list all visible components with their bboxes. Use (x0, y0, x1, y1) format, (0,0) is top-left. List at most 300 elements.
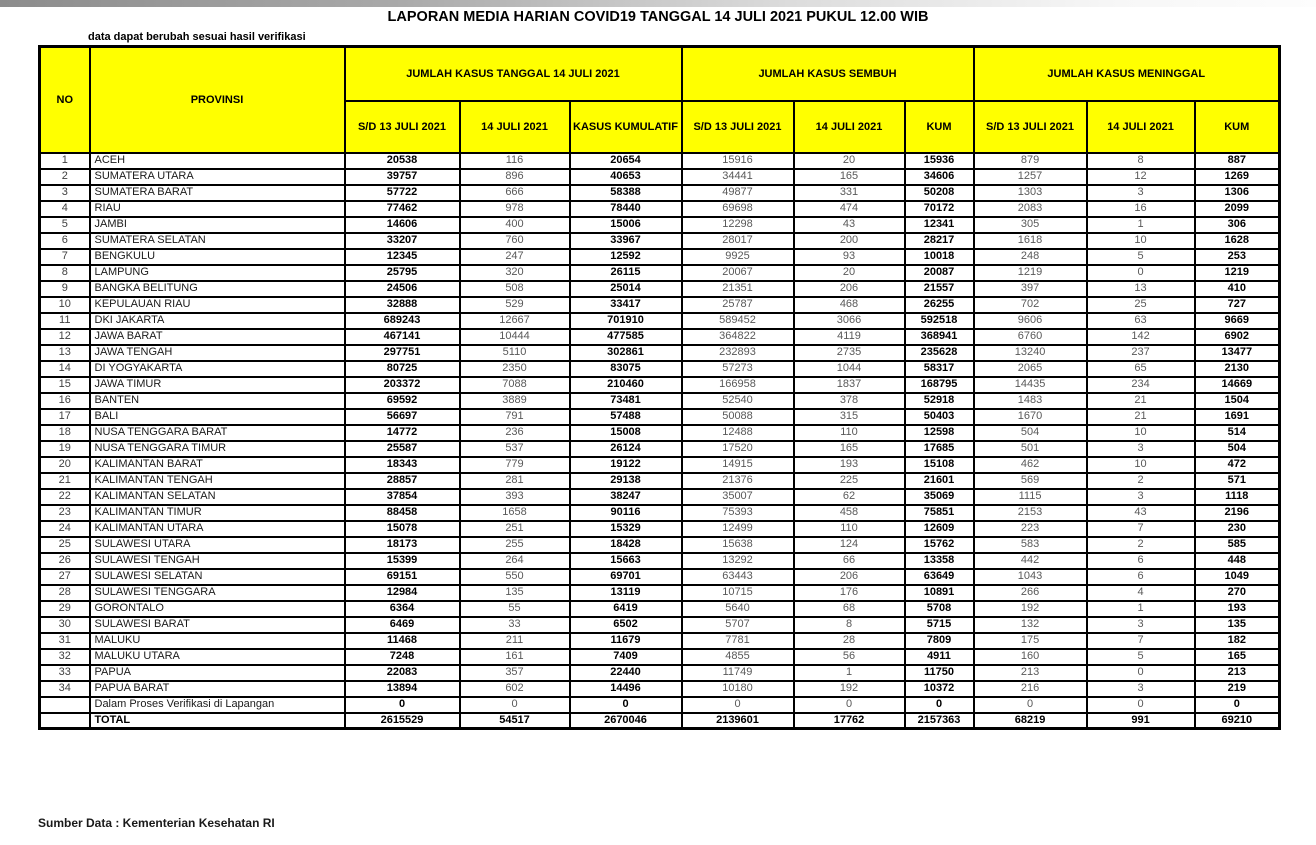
value-cell: 203372 (345, 377, 460, 393)
value-cell: 4911 (905, 649, 974, 665)
value-cell: 110 (794, 521, 905, 537)
row-number: 12 (40, 329, 90, 345)
table-row (40, 217, 1280, 233)
value-cell: 58388 (570, 185, 682, 201)
table-row (40, 601, 1280, 617)
value-cell: 234 (1087, 377, 1195, 393)
value-cell: 69701 (570, 569, 682, 585)
value-cell: 5708 (905, 601, 974, 617)
value-cell: 1691 (1195, 409, 1280, 425)
value-cell: 18428 (570, 537, 682, 553)
table-row (40, 489, 1280, 505)
value-cell: 442 (974, 553, 1087, 569)
value-cell: 410 (1195, 281, 1280, 297)
value-cell: 2196 (1195, 505, 1280, 521)
value-cell: 25795 (345, 265, 460, 281)
value-cell: 468 (794, 297, 905, 313)
row-number: 20 (40, 457, 90, 473)
subheader-kasus-sd13: S/D 13 JULI 2021 (345, 101, 460, 153)
value-cell: 368941 (905, 329, 974, 345)
province-name: KALIMANTAN BARAT (90, 457, 345, 473)
value-cell: 2130 (1195, 361, 1280, 377)
value-cell: 1628 (1195, 233, 1280, 249)
value-cell: 571 (1195, 473, 1280, 489)
value-cell: 1219 (974, 265, 1087, 281)
value-cell: 357 (460, 665, 570, 681)
value-cell: 33 (460, 617, 570, 633)
value-cell: 63649 (905, 569, 974, 585)
value-cell: 3 (1087, 489, 1195, 505)
value-cell: 2350 (460, 361, 570, 377)
value-cell: 43 (794, 217, 905, 233)
value-cell: 66 (794, 553, 905, 569)
value-cell: 569 (974, 473, 1087, 489)
value-cell: 448 (1195, 553, 1280, 569)
header-provinsi: PROVINSI (90, 47, 345, 153)
table-row (40, 201, 1280, 217)
value-cell: 2065 (974, 361, 1087, 377)
value-cell: 13358 (905, 553, 974, 569)
value-cell: 13 (1087, 281, 1195, 297)
value-cell: 2735 (794, 345, 905, 361)
value-cell: 458 (794, 505, 905, 521)
value-cell: 19122 (570, 457, 682, 473)
value-cell: 779 (460, 457, 570, 473)
value-cell: 193 (794, 457, 905, 473)
value-cell: 12298 (682, 217, 794, 233)
value-cell: 12499 (682, 521, 794, 537)
value-cell: 879 (974, 153, 1087, 169)
table-row (40, 185, 1280, 201)
value-cell: 69698 (682, 201, 794, 217)
value-cell: 193 (1195, 601, 1280, 617)
value-cell: 3 (1087, 617, 1195, 633)
row-number: 17 (40, 409, 90, 425)
subheader-sembuh-sd13: S/D 13 JULI 2021 (682, 101, 794, 153)
value-cell: 10372 (905, 681, 974, 697)
value-cell: 232893 (682, 345, 794, 361)
value-cell: 0 (1087, 665, 1195, 681)
value-cell: 2099 (1195, 201, 1280, 217)
value-cell: 302861 (570, 345, 682, 361)
value-cell: 6419 (570, 601, 682, 617)
value-cell: 1306 (1195, 185, 1280, 201)
value-cell: 14669 (1195, 377, 1280, 393)
province-name: Dalam Proses Verifikasi di Lapangan (90, 697, 345, 713)
value-cell: 10 (1087, 425, 1195, 441)
value-cell: 0 (345, 697, 460, 713)
value-cell: 760 (460, 233, 570, 249)
value-cell: 537 (460, 441, 570, 457)
value-cell: 467141 (345, 329, 460, 345)
value-cell: 25587 (345, 441, 460, 457)
value-cell: 35007 (682, 489, 794, 505)
value-cell: 15762 (905, 537, 974, 553)
table-row (40, 649, 1280, 665)
total-value-cell: 2157363 (905, 713, 974, 729)
value-cell: 20 (794, 265, 905, 281)
province-name: LAMPUNG (90, 265, 345, 281)
value-cell: 56 (794, 649, 905, 665)
value-cell: 331 (794, 185, 905, 201)
value-cell: 21 (1087, 393, 1195, 409)
value-cell: 472 (1195, 457, 1280, 473)
value-cell: 0 (794, 697, 905, 713)
value-cell: 7 (1087, 521, 1195, 537)
value-cell: 5715 (905, 617, 974, 633)
value-cell: 90116 (570, 505, 682, 521)
value-cell: 69592 (345, 393, 460, 409)
value-cell: 165 (794, 441, 905, 457)
province-name: BANGKA BELITUNG (90, 281, 345, 297)
table-row (40, 297, 1280, 313)
value-cell: 1257 (974, 169, 1087, 185)
value-cell: 78440 (570, 201, 682, 217)
province-name: SULAWESI UTARA (90, 537, 345, 553)
value-cell: 9925 (682, 249, 794, 265)
row-number: 30 (40, 617, 90, 633)
value-cell: 49877 (682, 185, 794, 201)
value-cell: 11749 (682, 665, 794, 681)
value-cell: 34606 (905, 169, 974, 185)
value-cell: 550 (460, 569, 570, 585)
row-number: 34 (40, 681, 90, 697)
province-name: SULAWESI SELATAN (90, 569, 345, 585)
total-row-number (40, 713, 90, 729)
value-cell: 701910 (570, 313, 682, 329)
value-cell: 225 (794, 473, 905, 489)
value-cell: 135 (1195, 617, 1280, 633)
value-cell: 26124 (570, 441, 682, 457)
value-cell: 15399 (345, 553, 460, 569)
value-cell: 15008 (570, 425, 682, 441)
province-name: KALIMANTAN TIMUR (90, 505, 345, 521)
table-row (40, 505, 1280, 521)
value-cell: 116 (460, 153, 570, 169)
subheader-kasus-14juli: 14 JULI 2021 (460, 101, 570, 153)
value-cell: 69151 (345, 569, 460, 585)
value-cell: 73481 (570, 393, 682, 409)
value-cell: 978 (460, 201, 570, 217)
value-cell: 3 (1087, 185, 1195, 201)
value-cell: 21 (1087, 409, 1195, 425)
table-row (40, 633, 1280, 649)
value-cell: 7248 (345, 649, 460, 665)
row-number: 24 (40, 521, 90, 537)
value-cell: 727 (1195, 297, 1280, 313)
value-cell: 462 (974, 457, 1087, 473)
province-name: BANTEN (90, 393, 345, 409)
value-cell: 160 (974, 649, 1087, 665)
value-cell: 4119 (794, 329, 905, 345)
value-cell: 22083 (345, 665, 460, 681)
table-row (40, 697, 1280, 713)
value-cell: 791 (460, 409, 570, 425)
value-cell: 32888 (345, 297, 460, 313)
value-cell: 11468 (345, 633, 460, 649)
value-cell: 5110 (460, 345, 570, 361)
value-cell: 14496 (570, 681, 682, 697)
value-cell: 63 (1087, 313, 1195, 329)
value-cell: 26255 (905, 297, 974, 313)
subheader-kasus-kumulatif: KASUS KUMULATIF (570, 101, 682, 153)
value-cell: 5 (1087, 649, 1195, 665)
value-cell: 33207 (345, 233, 460, 249)
value-cell: 18173 (345, 537, 460, 553)
table-row (40, 265, 1280, 281)
value-cell: 592518 (905, 313, 974, 329)
table-row (40, 345, 1280, 361)
value-cell: 58317 (905, 361, 974, 377)
value-cell: 50088 (682, 409, 794, 425)
value-cell: 15638 (682, 537, 794, 553)
province-name: KALIMANTAN SELATAN (90, 489, 345, 505)
value-cell: 22440 (570, 665, 682, 681)
value-cell: 62 (794, 489, 905, 505)
value-cell: 10180 (682, 681, 794, 697)
province-name: MALUKU UTARA (90, 649, 345, 665)
value-cell: 33967 (570, 233, 682, 249)
value-cell: 83075 (570, 361, 682, 377)
table-row (40, 569, 1280, 585)
value-cell: 57722 (345, 185, 460, 201)
value-cell: 10 (1087, 233, 1195, 249)
value-cell: 20067 (682, 265, 794, 281)
value-cell: 3 (1087, 441, 1195, 457)
province-name: SUMATERA BARAT (90, 185, 345, 201)
value-cell: 24506 (345, 281, 460, 297)
table-row (40, 457, 1280, 473)
value-cell: 70172 (905, 201, 974, 217)
table-row (40, 409, 1280, 425)
value-cell: 20538 (345, 153, 460, 169)
value-cell: 896 (460, 169, 570, 185)
row-number: 13 (40, 345, 90, 361)
value-cell: 589452 (682, 313, 794, 329)
value-cell: 65 (1087, 361, 1195, 377)
window-edge-strip (0, 0, 1316, 7)
province-name: SULAWESI BARAT (90, 617, 345, 633)
value-cell: 13894 (345, 681, 460, 697)
row-number: 8 (40, 265, 90, 281)
value-cell: 20 (794, 153, 905, 169)
value-cell: 397 (974, 281, 1087, 297)
value-cell: 10018 (905, 249, 974, 265)
value-cell: 17685 (905, 441, 974, 457)
value-cell: 166958 (682, 377, 794, 393)
value-cell: 585 (1195, 537, 1280, 553)
total-value-cell: 2615529 (345, 713, 460, 729)
value-cell: 16 (1087, 201, 1195, 217)
value-cell: 1837 (794, 377, 905, 393)
value-cell: 393 (460, 489, 570, 505)
value-cell: 9669 (1195, 313, 1280, 329)
value-cell: 25014 (570, 281, 682, 297)
value-cell: 1 (794, 665, 905, 681)
value-cell: 504 (1195, 441, 1280, 457)
value-cell: 666 (460, 185, 570, 201)
row-number: 3 (40, 185, 90, 201)
value-cell: 3066 (794, 313, 905, 329)
row-number: 18 (40, 425, 90, 441)
value-cell: 364822 (682, 329, 794, 345)
row-number: 22 (40, 489, 90, 505)
value-cell: 378 (794, 393, 905, 409)
row-number: 29 (40, 601, 90, 617)
value-cell: 251 (460, 521, 570, 537)
value-cell: 39757 (345, 169, 460, 185)
row-number: 15 (40, 377, 90, 393)
total-value-cell: 17762 (794, 713, 905, 729)
value-cell: 43 (1087, 505, 1195, 521)
value-cell: 21601 (905, 473, 974, 489)
value-cell: 13292 (682, 553, 794, 569)
value-cell: 7781 (682, 633, 794, 649)
value-cell: 247 (460, 249, 570, 265)
value-cell: 1118 (1195, 489, 1280, 505)
value-cell: 135 (460, 585, 570, 601)
data-source: Sumber Data : Kementerian Kesehatan RI (38, 816, 275, 830)
row-number: 33 (40, 665, 90, 681)
value-cell: 1269 (1195, 169, 1280, 185)
value-cell: 13477 (1195, 345, 1280, 361)
province-name: GORONTALO (90, 601, 345, 617)
row-number: 11 (40, 313, 90, 329)
value-cell: 34441 (682, 169, 794, 185)
subheader-sembuh-14juli: 14 JULI 2021 (794, 101, 905, 153)
province-name: JAWA TIMUR (90, 377, 345, 393)
value-cell: 20087 (905, 265, 974, 281)
province-name: JAWA TENGAH (90, 345, 345, 361)
total-value-cell: 68219 (974, 713, 1087, 729)
value-cell: 15663 (570, 553, 682, 569)
value-cell: 3889 (460, 393, 570, 409)
value-cell: 110 (794, 425, 905, 441)
value-cell: 1658 (460, 505, 570, 521)
value-cell: 192 (794, 681, 905, 697)
table-row (40, 361, 1280, 377)
value-cell: 25 (1087, 297, 1195, 313)
value-cell: 28 (794, 633, 905, 649)
value-cell: 9606 (974, 313, 1087, 329)
value-cell: 12341 (905, 217, 974, 233)
value-cell: 253 (1195, 249, 1280, 265)
covid-report-table (38, 45, 1281, 730)
value-cell: 13119 (570, 585, 682, 601)
value-cell: 6902 (1195, 329, 1280, 345)
value-cell: 320 (460, 265, 570, 281)
value-cell: 28017 (682, 233, 794, 249)
value-cell: 13240 (974, 345, 1087, 361)
subheader-meninggal-14juli: 14 JULI 2021 (1087, 101, 1195, 153)
value-cell: 75393 (682, 505, 794, 521)
value-cell: 21351 (682, 281, 794, 297)
province-name: DI YOGYAKARTA (90, 361, 345, 377)
header-group-meninggal: JUMLAH KASUS MENINGGAL (974, 47, 1280, 101)
province-name: SULAWESI TENGGARA (90, 585, 345, 601)
value-cell: 37854 (345, 489, 460, 505)
value-cell: 20654 (570, 153, 682, 169)
value-cell: 15916 (682, 153, 794, 169)
value-cell: 1670 (974, 409, 1087, 425)
value-cell: 5 (1087, 249, 1195, 265)
row-number: 7 (40, 249, 90, 265)
value-cell: 8 (794, 617, 905, 633)
row-number: 19 (40, 441, 90, 457)
province-name: NUSA TENGGARA BARAT (90, 425, 345, 441)
value-cell: 2153 (974, 505, 1087, 521)
value-cell: 57488 (570, 409, 682, 425)
value-cell: 281 (460, 473, 570, 489)
value-cell: 7809 (905, 633, 974, 649)
value-cell: 266 (974, 585, 1087, 601)
value-cell: 29138 (570, 473, 682, 489)
value-cell: 0 (682, 697, 794, 713)
value-cell: 400 (460, 217, 570, 233)
value-cell: 2083 (974, 201, 1087, 217)
value-cell: 0 (974, 697, 1087, 713)
value-cell: 477585 (570, 329, 682, 345)
value-cell: 88458 (345, 505, 460, 521)
value-cell: 200 (794, 233, 905, 249)
province-name: KALIMANTAN UTARA (90, 521, 345, 537)
value-cell: 182 (1195, 633, 1280, 649)
row-number: 16 (40, 393, 90, 409)
value-cell: 55 (460, 601, 570, 617)
province-name: DKI JAKARTA (90, 313, 345, 329)
table-row (40, 553, 1280, 569)
table-row (40, 425, 1280, 441)
value-cell: 7 (1087, 633, 1195, 649)
value-cell: 10715 (682, 585, 794, 601)
value-cell: 52918 (905, 393, 974, 409)
value-cell: 5640 (682, 601, 794, 617)
header-no: NO (40, 47, 90, 153)
value-cell: 12984 (345, 585, 460, 601)
value-cell: 529 (460, 297, 570, 313)
value-cell: 501 (974, 441, 1087, 457)
report-title: LAPORAN MEDIA HARIAN COVID19 TANGGAL 14 JULI 2021 PUKUL 12.00 WIB (387, 9, 929, 25)
value-cell: 18343 (345, 457, 460, 473)
value-cell: 1219 (1195, 265, 1280, 281)
row-number: 31 (40, 633, 90, 649)
value-cell: 6469 (345, 617, 460, 633)
value-cell: 50208 (905, 185, 974, 201)
value-cell: 93 (794, 249, 905, 265)
table-row (40, 281, 1280, 297)
value-cell: 1618 (974, 233, 1087, 249)
value-cell: 235628 (905, 345, 974, 361)
subheader-meninggal-kum: KUM (1195, 101, 1280, 153)
row-number: 28 (40, 585, 90, 601)
value-cell: 11679 (570, 633, 682, 649)
row-number: 25 (40, 537, 90, 553)
value-cell: 2 (1087, 473, 1195, 489)
value-cell: 124 (794, 537, 905, 553)
province-name: ACEH (90, 153, 345, 169)
province-name: NUSA TENGGARA TIMUR (90, 441, 345, 457)
value-cell: 175 (974, 633, 1087, 649)
value-cell: 165 (1195, 649, 1280, 665)
value-cell: 206 (794, 569, 905, 585)
value-cell: 206 (794, 281, 905, 297)
subheader-meninggal-sd13: S/D 13 JULI 2021 (974, 101, 1087, 153)
value-cell: 213 (1195, 665, 1280, 681)
value-cell: 4 (1087, 585, 1195, 601)
value-cell: 0 (905, 697, 974, 713)
value-cell: 264 (460, 553, 570, 569)
value-cell: 306 (1195, 217, 1280, 233)
